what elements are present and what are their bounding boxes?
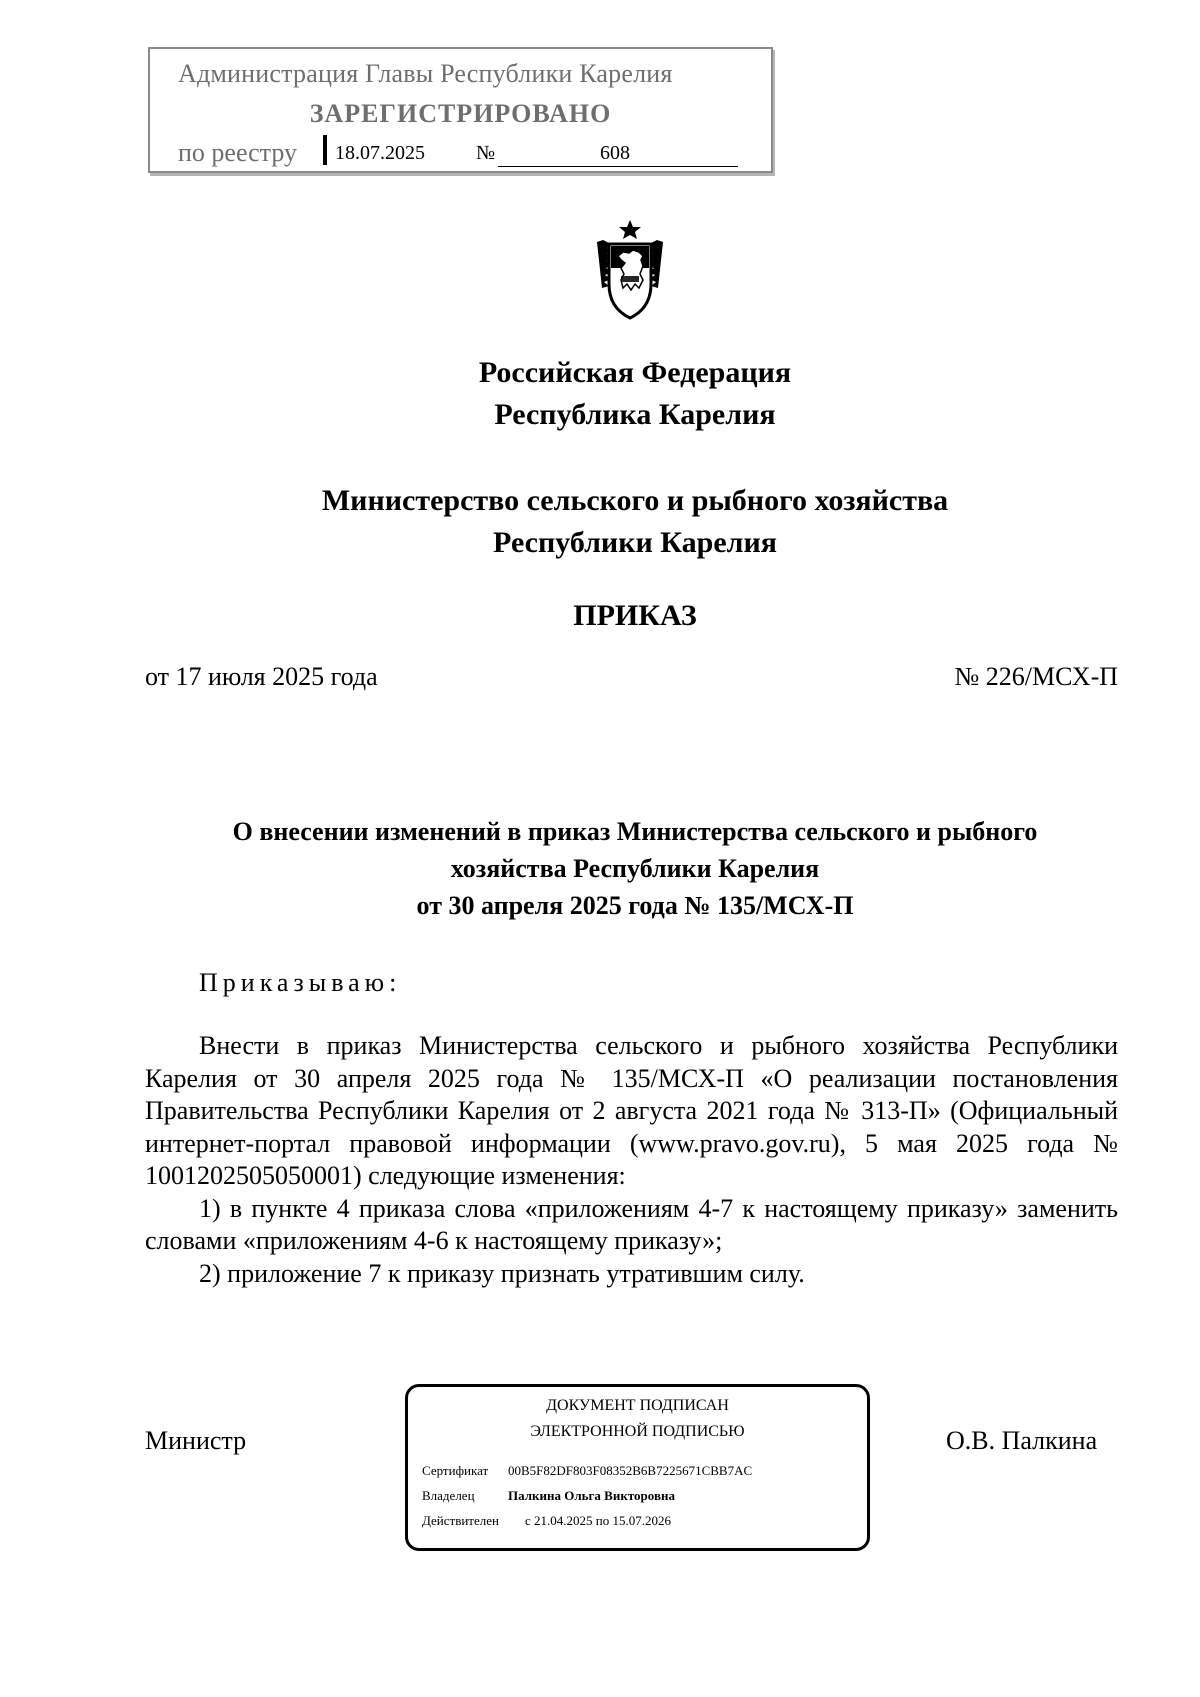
signer-title: Министр — [145, 1426, 247, 1455]
country-name: Российская Федерация — [478, 356, 792, 389]
ministry-name-line1: Министерство сельского и рыбного хозяйства — [321, 484, 949, 517]
order-body — [145, 1030, 1118, 1290]
esign-validity-value: с 21.04.2025 по 15.07.2026 — [525, 1513, 671, 1528]
registration-number-underline — [498, 166, 738, 167]
subject-line3: от 30 апреля 2025 года № 135/МСХ-П — [416, 891, 854, 920]
body-item-2: 2) приложение 7 к приказу признать утратившим силу. — [199, 1258, 805, 1288]
registration-stamp-registry-label: по реестру — [178, 138, 298, 167]
republic-name: Республика Карелия — [494, 398, 776, 431]
electronic-signature-stamp — [405, 1384, 870, 1551]
registration-date: 18.07.2025 — [335, 142, 425, 164]
esign-title-line2: ЭЛЕКТРОННОЙ ПОДПИСЬЮ — [530, 1423, 745, 1440]
document-type: ПРИКАЗ — [573, 599, 697, 632]
body-paragraph-main: Внести в приказ Министерства сельского и рыбного хозяйства Республики Карелия от 30 апреля 2025 года № 135/МСХ-П «О реализации постановления Правительства Республики Карелия от 2 августа 2021 года № 313-П» (Официальный интернет-портал правовой информации (www.pravo.gov.ru), 5 мая 2025 года № 1001202505050001) следующие изменения: — [145, 1031, 1118, 1190]
signer-name: О.В. Палкина — [946, 1426, 1098, 1455]
order-number: № 226/МСХ-П — [954, 662, 1118, 691]
registration-stamp-authority: Администрация Главы Республики Карелия — [178, 59, 673, 88]
subject-line1: О внесении изменений в приказ Министерства сельского и рыбного — [232, 817, 1038, 846]
registration-stamp — [148, 47, 773, 173]
registration-stamp-cursor-bar — [323, 135, 327, 165]
registration-number-label: № — [476, 142, 496, 164]
subject-line2: хозяйства Республики Карелия — [450, 854, 820, 883]
registration-stamp-status: ЗАРЕГИСТРИРОВАНО — [309, 99, 612, 128]
esign-certificate-label: Сертификат — [422, 1463, 489, 1478]
order-date: от 17 июля 2025 года — [145, 662, 378, 691]
esign-title-line1: ДОКУМЕНТ ПОДПИСАН — [546, 1397, 729, 1414]
registration-number: 608 — [600, 142, 630, 164]
ministry-name-line2: Республики Карелия — [493, 526, 777, 559]
esign-certificate-value: 00B5F82DF803F08352B6B7225671CBB7AC — [508, 1463, 753, 1478]
order-verb: Приказываю: — [199, 968, 402, 997]
body-item-1: 1) в пункте 4 приказа слова «приложениям 4-7 к настоящему приказу» заменить словами «приложениям 4-6 к настоящему приказу»; — [145, 1193, 1118, 1255]
karelia-coat-of-arms-icon — [585, 218, 675, 322]
esign-owner-label: Владелец — [422, 1488, 475, 1503]
esign-owner-value: Палкина Ольга Викторовна — [508, 1488, 675, 1503]
esign-validity-label: Действителен — [422, 1513, 499, 1528]
